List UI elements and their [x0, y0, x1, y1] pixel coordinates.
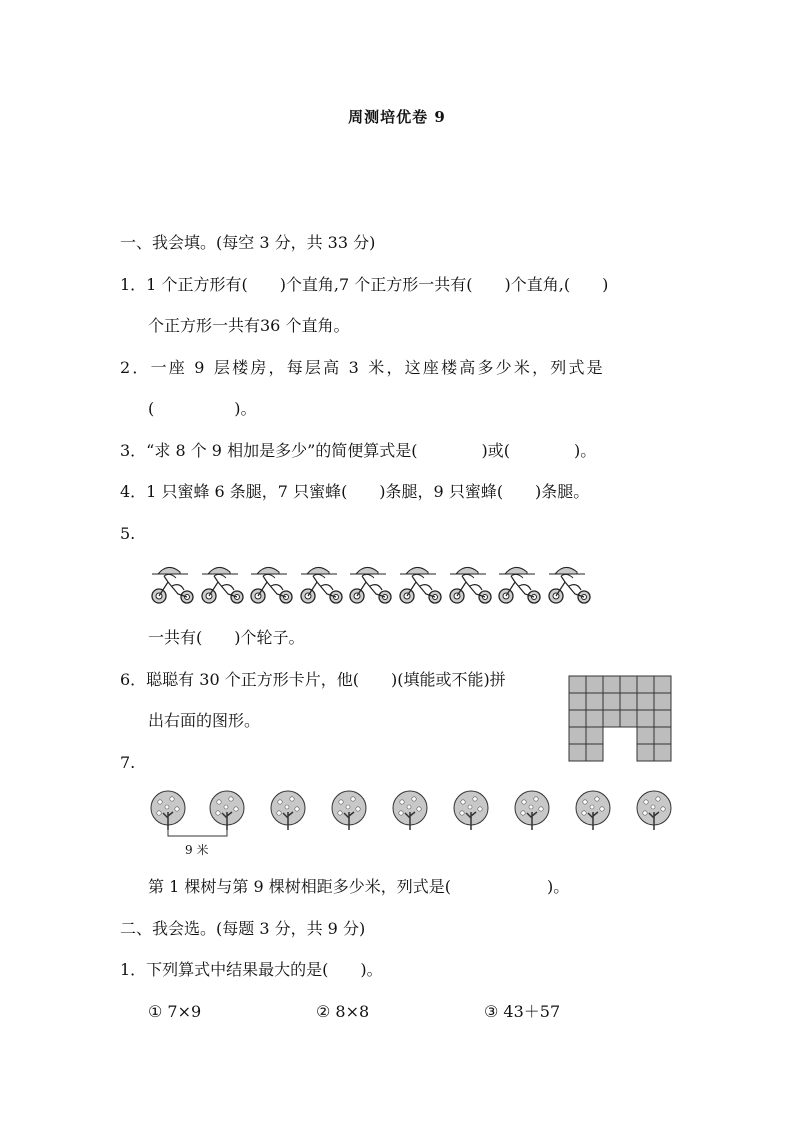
- tree-icon: [454, 791, 488, 830]
- bicycle-icon: [499, 567, 540, 603]
- tree-icon: [271, 791, 305, 830]
- bicycle-icon: [350, 567, 391, 603]
- bicycle-icon: [202, 567, 243, 603]
- square-grid-figure: [568, 675, 672, 762]
- bicycle-icon: [450, 567, 491, 603]
- q6-line2: 出右面的图形。: [148, 711, 261, 730]
- bicycle-icon: [152, 567, 193, 603]
- q2-line1: 2．一座 9 层楼房，每层高 3 米，这座楼高多少米，列式是: [120, 358, 605, 377]
- trees-figure: [146, 788, 674, 860]
- tree-icon: [151, 791, 185, 830]
- distance-label: 9 米: [185, 843, 209, 857]
- section1-heading: 一、我会填。(每空 3 分，共 33 分): [120, 233, 376, 252]
- tree-icon: [210, 791, 244, 830]
- option-3: ③ 43＋57: [484, 1002, 561, 1021]
- option-2: ② 8×8: [316, 1002, 370, 1021]
- q5-text: 一共有( )个轮子。: [148, 628, 305, 647]
- bicycle-icon: [301, 567, 342, 603]
- bicycle-icon: [251, 567, 292, 603]
- q2-line2: ( )。: [148, 399, 257, 418]
- option-1: ① 7×9: [148, 1002, 202, 1021]
- q1-line1: 1．1 个正方形有( )个直角,7 个正方形一共有( )个直角,( ): [120, 275, 609, 294]
- tree-icon: [332, 791, 366, 830]
- page-title: 周测培优卷 9: [348, 108, 446, 126]
- section2-heading: 二、我会选。(每题 3 分，共 9 分): [120, 919, 366, 938]
- bicycle-icon: [549, 567, 590, 603]
- tree-icon: [576, 791, 610, 830]
- bicycles-figure: [148, 560, 598, 610]
- q7-text: 第 1 棵树与第 9 棵树相距多少米，列式是( )。: [148, 877, 570, 896]
- q6-line1: 6．聪聪有 30 个正方形卡片，他( )(填能或不能)拼: [120, 670, 506, 689]
- tree-icon: [637, 791, 671, 830]
- tree-icon: [393, 791, 427, 830]
- q4: 4．1 只蜜蜂 6 条腿，7 只蜜蜂( )条腿，9 只蜜蜂( )条腿。: [120, 482, 590, 501]
- q3: 3．“求 8 个 9 相加是多少”的简便算式是( )或( )。: [120, 441, 597, 460]
- q5-number: 5.: [120, 524, 136, 543]
- q7-number: 7.: [120, 753, 136, 772]
- s2-q1: 1．下列算式中结果最大的是( )。: [120, 960, 383, 979]
- tree-icon: [515, 791, 549, 830]
- q1-line2: 个正方形一共有36 个直角。: [148, 316, 350, 335]
- bicycle-icon: [400, 567, 441, 603]
- distance-bracket: [168, 830, 227, 836]
